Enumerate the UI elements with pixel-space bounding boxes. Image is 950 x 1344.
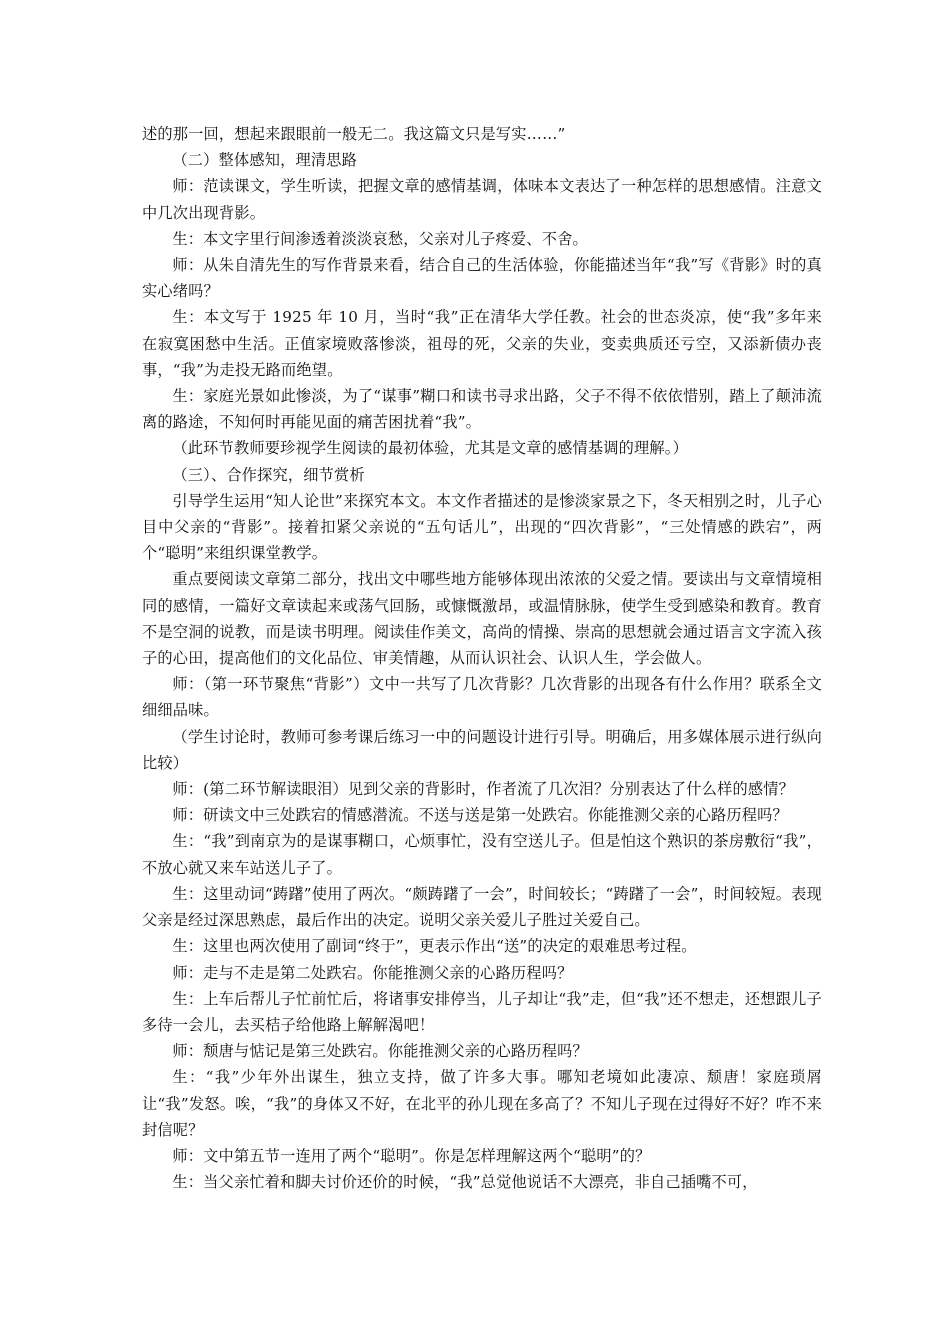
- paragraph-student-answer: 生：家庭光景如此惨淡，为了“谋事”糊口和读书寻求出路，父子不得不依依惜别，踏上了颠沛流离的路途，不知何时再能见面的痛苦困扰着“我”。: [142, 387, 822, 432]
- paragraph-teacher-question: 师：文中第五节一连用了两个“聪明”。你是怎样理解这两个“聪明”的？: [172, 1146, 651, 1165]
- section-heading-cooperative-inquiry: （三）、合作探究，细节赏析: [172, 465, 365, 484]
- paragraph-student-answer: 生：本文字里行间渗透着淡淡哀愁，父亲对儿子疼爱、不舍。: [172, 229, 588, 248]
- paragraph-student-answer: 生：这里动词“踌躇”使用了两次。“颇踌躇了一会”，时间较长；“踌躇了一会”，时间较短。表现父亲是经过深思熟虑，最后作出的决定。说明父亲关爱儿子胜过关爱自己。: [142, 884, 822, 930]
- document-body: [142, 121, 822, 1195]
- paragraph-student-answer: 生：这里也两次使用了副词“终于”，更表示作出“送”的决定的艰难思考过程。: [172, 937, 697, 956]
- paragraph-guidance: 引导学生运用“知人论世”来探究本文。本文作者描述的是惨淡家景之下，冬天相别之时，儿子心目中父亲的“背影”。接着扣紧父亲说的“五句话儿”，出现的“四次背影”，“三处情感的跌宕”，两个“聪明”来组织课堂教学。: [142, 491, 822, 563]
- paragraph-student-answer: 生：本文写于 1925 年 10 月，当时“我”正在清华大学任教。社会的世态炎凉，使“我”多年来在寂寞困愁中生活。正值家境败落惨淡，祖母的死，父亲的失业，变卖典质还亏空，又添新债办丧事，“我”为走投无路而绝望。: [142, 308, 822, 379]
- paragraph-student-answer: 生：当父亲忙着和脚夫讨价还价的时候，“我”总觉他说话不大漂亮，非自己插嘴不可，: [172, 1173, 758, 1192]
- paragraph-student-answer: 生：上车后帮儿子忙前忙后，将诸事安排停当，儿子却让“我”走，但“我”还不想走，还想跟儿子多待一会儿，去买桔子给他路上解解渴吧！: [142, 989, 822, 1034]
- paragraph-student-answer: 生：“我”到南京为的是谋事糊口，心烦事忙，没有空送儿子。但是怕这个熟识的茶房敷衍“我”，不放心就又来车站送儿子了。: [142, 832, 822, 877]
- paragraph-teacher-question: 师：研读文中三处跌宕的情感潜流。不送与送是第一处跌宕。你能推测父亲的心路历程吗？: [172, 806, 788, 825]
- paragraph-teacher-question: 师：从朱自清先生的写作背景来看，结合自己的生活体验，你能描述当年“我”写《背影》时的真实心绪吗？: [142, 256, 822, 301]
- paragraph-teaching-note: （学生讨论时，教师可参考课后练习一中的问题设计进行引导。明确后，用多媒体展示进行纵向比较）: [142, 727, 822, 772]
- paragraph-teacher-question: 师：（第一环节聚焦“背影”）文中一共写了几次背影？几次背影的出现各有什么作用？联系全文细细品味。: [142, 675, 822, 720]
- paragraph-focus: 重点要阅读文章第二部分，找出文中哪些地方能够体现出浓浓的父爱之情。要读出与文章情境相同的感情，一篇好文章读起来或荡气回肠，或慷慨激昂，或温情脉脉，使学生受到感染和教育。教育不是空洞的说教，而是读书明理。阅读佳作美文，高尚的情操、崇高的思想就会通过语言文字流入孩子的心田，提高他们的文化品位、审美情趣，从而认识社会、认识人生，学会做人。: [142, 570, 822, 668]
- paragraph-teacher-reading: 师：范读课文，学生听读，把握文章的感情基调，体味本文表达了一种怎样的思想感情。注意文中几次出现背影。: [142, 177, 822, 222]
- paragraph-student-answer: 生：“我”少年外出谋生，独立支持，做了许多大事。哪知老境如此凄凉、颓唐！家庭琐屑让“我”发怒。唉，“我”的身体又不好，在北平的孙儿现在多高了？不知儿子现在过得好不好？咋不来封信呢？: [142, 1068, 822, 1139]
- paragraph-teacher-question: 师：颓唐与惦记是第三处跌宕。你能推测父亲的心路历程吗？: [172, 1042, 588, 1061]
- paragraph-teacher-question: 师：(第二环节解读眼泪）见到父亲的背影时，作者流了几次泪？分别表达了什么样的感情？: [172, 780, 795, 799]
- section-heading-overall-perception: （二）整体感知，理清思路: [172, 151, 358, 170]
- paragraph-quote-ending: 述的那一回，想起来跟眼前一般无二。我这篇文只是写实……”: [142, 125, 566, 143]
- paragraph-teacher-question: 师：走与不走是第二处跌宕。你能推测父亲的心路历程吗？: [172, 963, 573, 982]
- paragraph-teaching-note: （此环节教师要珍视学生阅读的最初体验，尤其是文章的感情基调的理解。）: [172, 439, 688, 458]
